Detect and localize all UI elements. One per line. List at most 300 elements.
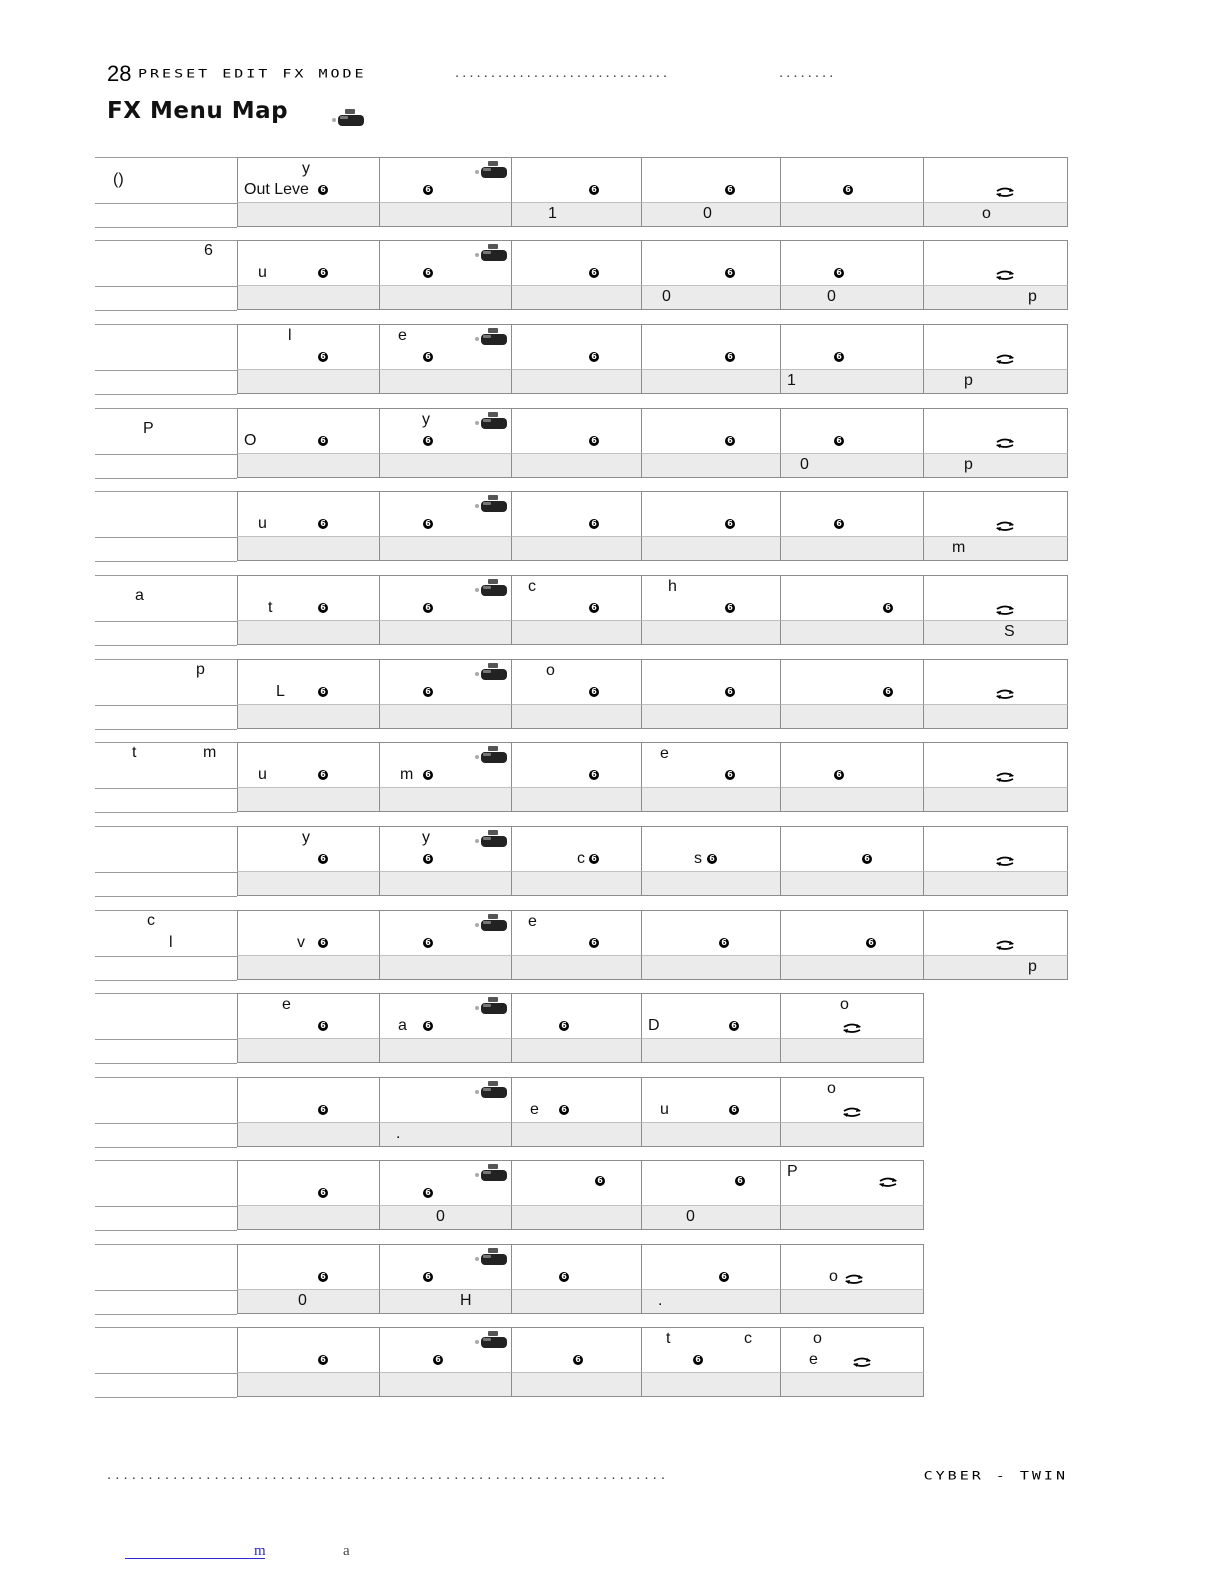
amp-icon [473,576,509,598]
rule-line [95,478,237,479]
param-cell[interactable] [511,1244,642,1290]
knob-icon[interactable]: 6 [318,519,328,529]
cycle-arrows-icon[interactable] [994,437,1016,449]
knob-icon[interactable]: 6 [318,603,328,613]
param-cell[interactable] [237,324,380,370]
param-cell[interactable] [511,826,642,872]
param-cell[interactable] [923,157,1068,203]
fx-label [95,661,235,705]
knob-icon[interactable]: 6 [318,268,328,278]
param-cell[interactable] [641,491,781,537]
param-cell[interactable] [641,659,781,705]
knob-icon[interactable]: 6 [725,770,735,780]
knob-icon[interactable]: 6 [318,770,328,780]
param-cell[interactable] [511,1327,642,1373]
param-cell[interactable] [780,1244,924,1290]
value-cell [780,286,924,310]
param-cell[interactable] [379,993,512,1039]
param-cell[interactable] [641,575,781,621]
knob-icon[interactable]: 6 [719,1272,729,1282]
fx-label [95,1079,235,1123]
knob-icon[interactable]: 6 [589,352,599,362]
knob-icon[interactable]: 6 [883,603,893,613]
cycle-arrows-icon[interactable] [994,604,1016,616]
param-cell[interactable] [923,826,1068,872]
value-cell [780,203,924,227]
param-name: h [668,578,677,595]
param-cell[interactable] [237,1327,380,1373]
link-underline[interactable] [125,1558,265,1559]
cycle-arrows-icon[interactable] [877,1176,899,1188]
param-cell[interactable] [511,993,642,1039]
amp-icon [473,409,509,431]
knob-icon[interactable]: 6 [589,185,599,195]
fx-group [95,408,1068,478]
knob-icon[interactable]: 6 [725,603,735,613]
param-name: O [244,432,257,449]
param-value: 1 [548,205,557,222]
knob-icon[interactable]: 6 [707,854,717,864]
value-cell [923,705,1068,729]
param-cell[interactable] [780,1160,924,1206]
cycle-arrows-icon[interactable] [994,353,1016,365]
knob-icon[interactable]: 6 [423,1188,433,1198]
param-cell[interactable] [780,1327,924,1373]
knob-icon[interactable]: 6 [834,519,844,529]
param-name: v [297,934,305,951]
amp-icon [473,660,509,682]
knob-icon[interactable]: 6 [595,1176,605,1186]
value-cell [511,1123,642,1147]
param-cell[interactable] [237,408,380,454]
knob-icon[interactable]: 6 [318,687,328,697]
param-cell[interactable] [511,742,642,788]
param-cell[interactable] [379,1077,512,1123]
value-cell [379,370,512,394]
param-cell[interactable] [923,408,1068,454]
rule-line [95,1123,237,1124]
param-cell[interactable] [780,575,924,621]
knob-icon[interactable]: 6 [423,185,433,195]
rule-line [95,1147,237,1148]
value-cell [641,1373,781,1397]
param-cell[interactable] [237,157,380,203]
fx-group [95,240,1068,310]
value-cell [923,370,1068,394]
param-cell[interactable] [379,408,512,454]
value-cell [641,1123,781,1147]
value-cell [511,788,642,812]
knob-icon[interactable]: 6 [423,352,433,362]
fx-group [95,1160,1068,1230]
cycle-arrows-icon[interactable] [994,939,1016,951]
value-cell [641,537,781,561]
knob-icon[interactable]: 6 [423,268,433,278]
param-cell[interactable] [641,742,781,788]
param-cell[interactable] [780,240,924,286]
cycle-arrows-icon[interactable] [994,688,1016,700]
knob-icon[interactable]: 6 [729,1105,739,1115]
knob-icon[interactable]: 6 [423,854,433,864]
param-cell[interactable] [511,324,642,370]
value-cell [511,537,642,561]
fx-label [95,493,235,537]
param-name: u [258,766,267,783]
knob-icon[interactable]: 6 [589,770,599,780]
value-cell [641,956,781,980]
param-cell[interactable] [237,742,380,788]
param-cell[interactable] [780,993,924,1039]
value-cell [379,1290,512,1314]
value-cell [780,1373,924,1397]
knob-icon[interactable]: 6 [318,938,328,948]
param-cell[interactable] [237,491,380,537]
knob-icon[interactable]: 6 [725,519,735,529]
param-cell[interactable] [237,659,380,705]
param-cell[interactable] [780,826,924,872]
knob-icon[interactable]: 6 [423,1272,433,1282]
param-cell[interactable] [780,157,924,203]
param-cell[interactable] [237,993,380,1039]
knob-icon[interactable]: 6 [318,1355,328,1365]
value-cell [641,788,781,812]
param-value: 0 [686,1208,695,1225]
rule-line [95,993,237,994]
cycle-arrows-icon[interactable] [994,520,1016,532]
knob-icon[interactable]: 6 [559,1105,569,1115]
value-cell [511,1290,642,1314]
param-cell[interactable] [379,1160,512,1206]
param-name: P [787,1163,798,1180]
link-text[interactable]: m [254,1543,266,1559]
value-cell [511,872,642,896]
value-cell [237,203,380,227]
cycle-arrows-icon[interactable] [994,855,1016,867]
param-cell[interactable] [923,491,1068,537]
param-cell[interactable] [923,910,1068,956]
knob-icon[interactable]: 6 [433,1355,443,1365]
knob-icon[interactable]: 6 [318,185,328,195]
value-cell [237,1206,380,1230]
knob-icon[interactable]: 6 [735,1176,745,1186]
rule-line [95,1314,237,1315]
rule-line [95,956,237,957]
value-cell [379,621,512,645]
cycle-arrows-icon[interactable] [841,1022,863,1034]
param-cell[interactable] [379,491,512,537]
knob-icon[interactable]: 6 [725,352,735,362]
knob-icon[interactable]: 6 [423,1021,433,1031]
knob-icon[interactable]: 6 [559,1272,569,1282]
param-cell[interactable] [780,324,924,370]
knob-icon[interactable]: 6 [862,854,872,864]
amp-icon [473,827,509,849]
knob-icon[interactable]: 6 [589,854,599,864]
value-cell [379,1373,512,1397]
param-cell[interactable] [641,240,781,286]
knob-icon[interactable]: 6 [729,1021,739,1031]
param-cell[interactable] [237,575,380,621]
knob-icon[interactable]: 6 [423,436,433,446]
param-cell[interactable] [511,910,642,956]
knob-icon[interactable]: 6 [589,268,599,278]
knob-icon[interactable]: 6 [843,185,853,195]
param-value: 0 [827,288,836,305]
page-footer [107,1466,1068,1490]
cycle-arrows-icon[interactable] [994,186,1016,198]
param-name: L [276,683,285,700]
knob-icon[interactable]: 6 [589,687,599,697]
param-cell[interactable] [511,240,642,286]
value-cell [237,370,380,394]
param-value: m [952,539,966,556]
amp-icon [473,994,509,1016]
fx-group [95,659,1068,729]
fx-group [95,575,1068,645]
param-cell[interactable] [379,240,512,286]
value-cell [923,956,1068,980]
knob-icon[interactable]: 6 [725,687,735,697]
param-name: l [288,327,292,344]
fx-group [95,742,1068,812]
knob-icon[interactable]: 6 [883,687,893,697]
param-cell[interactable] [379,659,512,705]
rule-line [95,1373,237,1374]
param-cell[interactable] [379,826,512,872]
value-cell [511,1373,642,1397]
value-cell [641,1206,781,1230]
knob-icon[interactable]: 6 [423,770,433,780]
knob-icon[interactable]: 6 [834,268,844,278]
param-cell[interactable] [641,1077,781,1123]
param-name: e [398,327,407,344]
value-cell [379,203,512,227]
knob-icon[interactable]: 6 [318,854,328,864]
value-cell [923,788,1068,812]
param-cell[interactable] [641,324,781,370]
rule-line [95,1063,237,1064]
param-cell[interactable] [511,157,642,203]
param-cell[interactable] [641,910,781,956]
fx-group [95,324,1068,394]
knob-icon[interactable]: 6 [318,1021,328,1031]
cycle-arrows-icon[interactable] [994,269,1016,281]
knob-icon[interactable]: 6 [573,1355,583,1365]
param-cell[interactable] [511,575,642,621]
cycle-arrows-icon[interactable] [843,1273,865,1285]
fx-group [95,910,1068,980]
param-name: e [660,745,669,762]
rule-line [95,286,237,287]
param-cell[interactable] [511,659,642,705]
value-cell [511,705,642,729]
param-cell[interactable] [780,491,924,537]
param-cell[interactable] [780,742,924,788]
value-cell [780,1039,924,1063]
param-value: . [396,1125,401,1142]
value-cell [641,286,781,310]
param-cell[interactable] [780,659,924,705]
knob-icon[interactable]: 6 [725,268,735,278]
param-cell[interactable] [511,1077,642,1123]
value-cell [511,1039,642,1063]
param-cell[interactable] [641,1327,781,1373]
param-cell[interactable] [641,1160,781,1206]
param-value: 0 [298,1292,307,1309]
param-cell[interactable] [379,742,512,788]
param-cell[interactable] [923,240,1068,286]
param-value: p [964,456,973,473]
param-cell[interactable] [641,826,781,872]
brand-name: CYBER - TWIN [923,1469,1068,1483]
value-cell [379,537,512,561]
knob-icon[interactable]: 6 [423,938,433,948]
knob-icon[interactable]: 6 [318,1105,328,1115]
param-value: 1 [787,372,796,389]
rule-line [95,1244,237,1245]
value-cell [511,956,642,980]
knob-icon[interactable]: 6 [318,1272,328,1282]
param-cell[interactable] [237,1077,380,1123]
knob-icon[interactable]: 6 [559,1021,569,1031]
fx-label-text: P [143,420,154,437]
cycle-arrows-icon[interactable] [841,1106,863,1118]
knob-icon[interactable]: 6 [589,603,599,613]
value-cell [379,956,512,980]
param-cell[interactable] [780,1077,924,1123]
param-cell[interactable] [379,910,512,956]
knob-icon[interactable]: 6 [725,185,735,195]
param-cell[interactable] [923,324,1068,370]
knob-icon[interactable]: 6 [423,603,433,613]
param-cell[interactable] [641,993,781,1039]
fx-label-text: t [132,744,137,761]
fx-label [95,159,235,203]
param-name: D [648,1017,660,1034]
amp-icon [473,743,509,765]
param-name: o [813,1330,822,1347]
knob-icon[interactable]: 6 [589,436,599,446]
param-value: . [658,1292,663,1309]
cycle-arrows-icon[interactable] [994,771,1016,783]
value-cell [511,286,642,310]
param-cell[interactable] [379,1327,512,1373]
knob-icon[interactable]: 6 [423,687,433,697]
param-value: p [1028,288,1037,305]
param-value: 0 [436,1208,445,1225]
knob-icon[interactable]: 6 [834,352,844,362]
rule-line [95,1327,237,1328]
param-name: c [528,578,536,595]
param-name: y [422,411,430,428]
rule-line [95,454,237,455]
knob-icon[interactable]: 6 [866,938,876,948]
cycle-arrows-icon[interactable] [851,1356,873,1368]
knob-icon[interactable]: 6 [589,519,599,529]
fx-label [95,1162,235,1206]
value-cell [379,705,512,729]
param-cell[interactable] [237,1244,380,1290]
fx-label-text: c [147,912,155,929]
rule-line [95,561,237,562]
param-name: y [302,829,310,846]
section-label: PRESET EDIT FX MODE [138,67,367,81]
param-cell[interactable] [511,491,642,537]
leader-dots: .............................. [455,64,671,81]
param-name: t [268,599,273,616]
amp-icon [473,911,509,933]
knob-icon[interactable]: 6 [423,519,433,529]
param-cell[interactable] [641,1244,781,1290]
param-cell[interactable] [379,575,512,621]
param-cell[interactable] [511,408,642,454]
knob-icon[interactable]: 6 [834,436,844,446]
param-cell[interactable] [237,240,380,286]
param-cell[interactable] [237,910,380,956]
param-cell[interactable] [511,1160,642,1206]
value-cell [379,1123,512,1147]
knob-icon[interactable]: 6 [318,352,328,362]
param-value: p [1028,958,1037,975]
rule-line [95,537,237,538]
fx-label [95,410,235,454]
fx-group [95,1327,1068,1397]
fx-group [95,826,1068,896]
value-cell [780,370,924,394]
param-name: m [400,766,414,783]
page-title: FX Menu Map [107,98,289,124]
fx-label [95,1246,235,1290]
knob-icon[interactable]: 6 [589,938,599,948]
param-cell[interactable] [237,826,380,872]
param-name: o [840,996,849,1013]
knob-icon[interactable]: 6 [318,1188,328,1198]
param-cell[interactable] [379,1244,512,1290]
param-cell[interactable] [379,157,512,203]
knob-icon[interactable]: 6 [725,436,735,446]
value-cell [379,454,512,478]
value-cell [379,1206,512,1230]
param-cell[interactable] [641,157,781,203]
value-cell [379,872,512,896]
param-value: H [460,1292,472,1309]
param-name: y [302,160,310,177]
param-cell[interactable] [641,408,781,454]
knob-icon[interactable]: 6 [318,436,328,446]
param-cell[interactable] [780,910,924,956]
param-cell[interactable] [780,408,924,454]
param-name: e [528,913,537,930]
fx-label-text: l [169,934,173,951]
param-cell[interactable] [923,742,1068,788]
rule-line [95,812,237,813]
param-cell[interactable] [379,324,512,370]
param-cell[interactable] [923,575,1068,621]
knob-icon[interactable]: 6 [693,1355,703,1365]
value-cell [237,705,380,729]
knob-icon[interactable]: 6 [719,938,729,948]
param-name: a [398,1017,407,1034]
param-name: e [282,996,291,1013]
knob-icon[interactable]: 6 [834,770,844,780]
rule-line [95,1077,237,1078]
param-cell[interactable] [923,659,1068,705]
value-cell [641,872,781,896]
param-cell[interactable] [237,1160,380,1206]
value-cell [511,454,642,478]
footer-text: a [343,1543,350,1559]
value-cell [780,705,924,729]
